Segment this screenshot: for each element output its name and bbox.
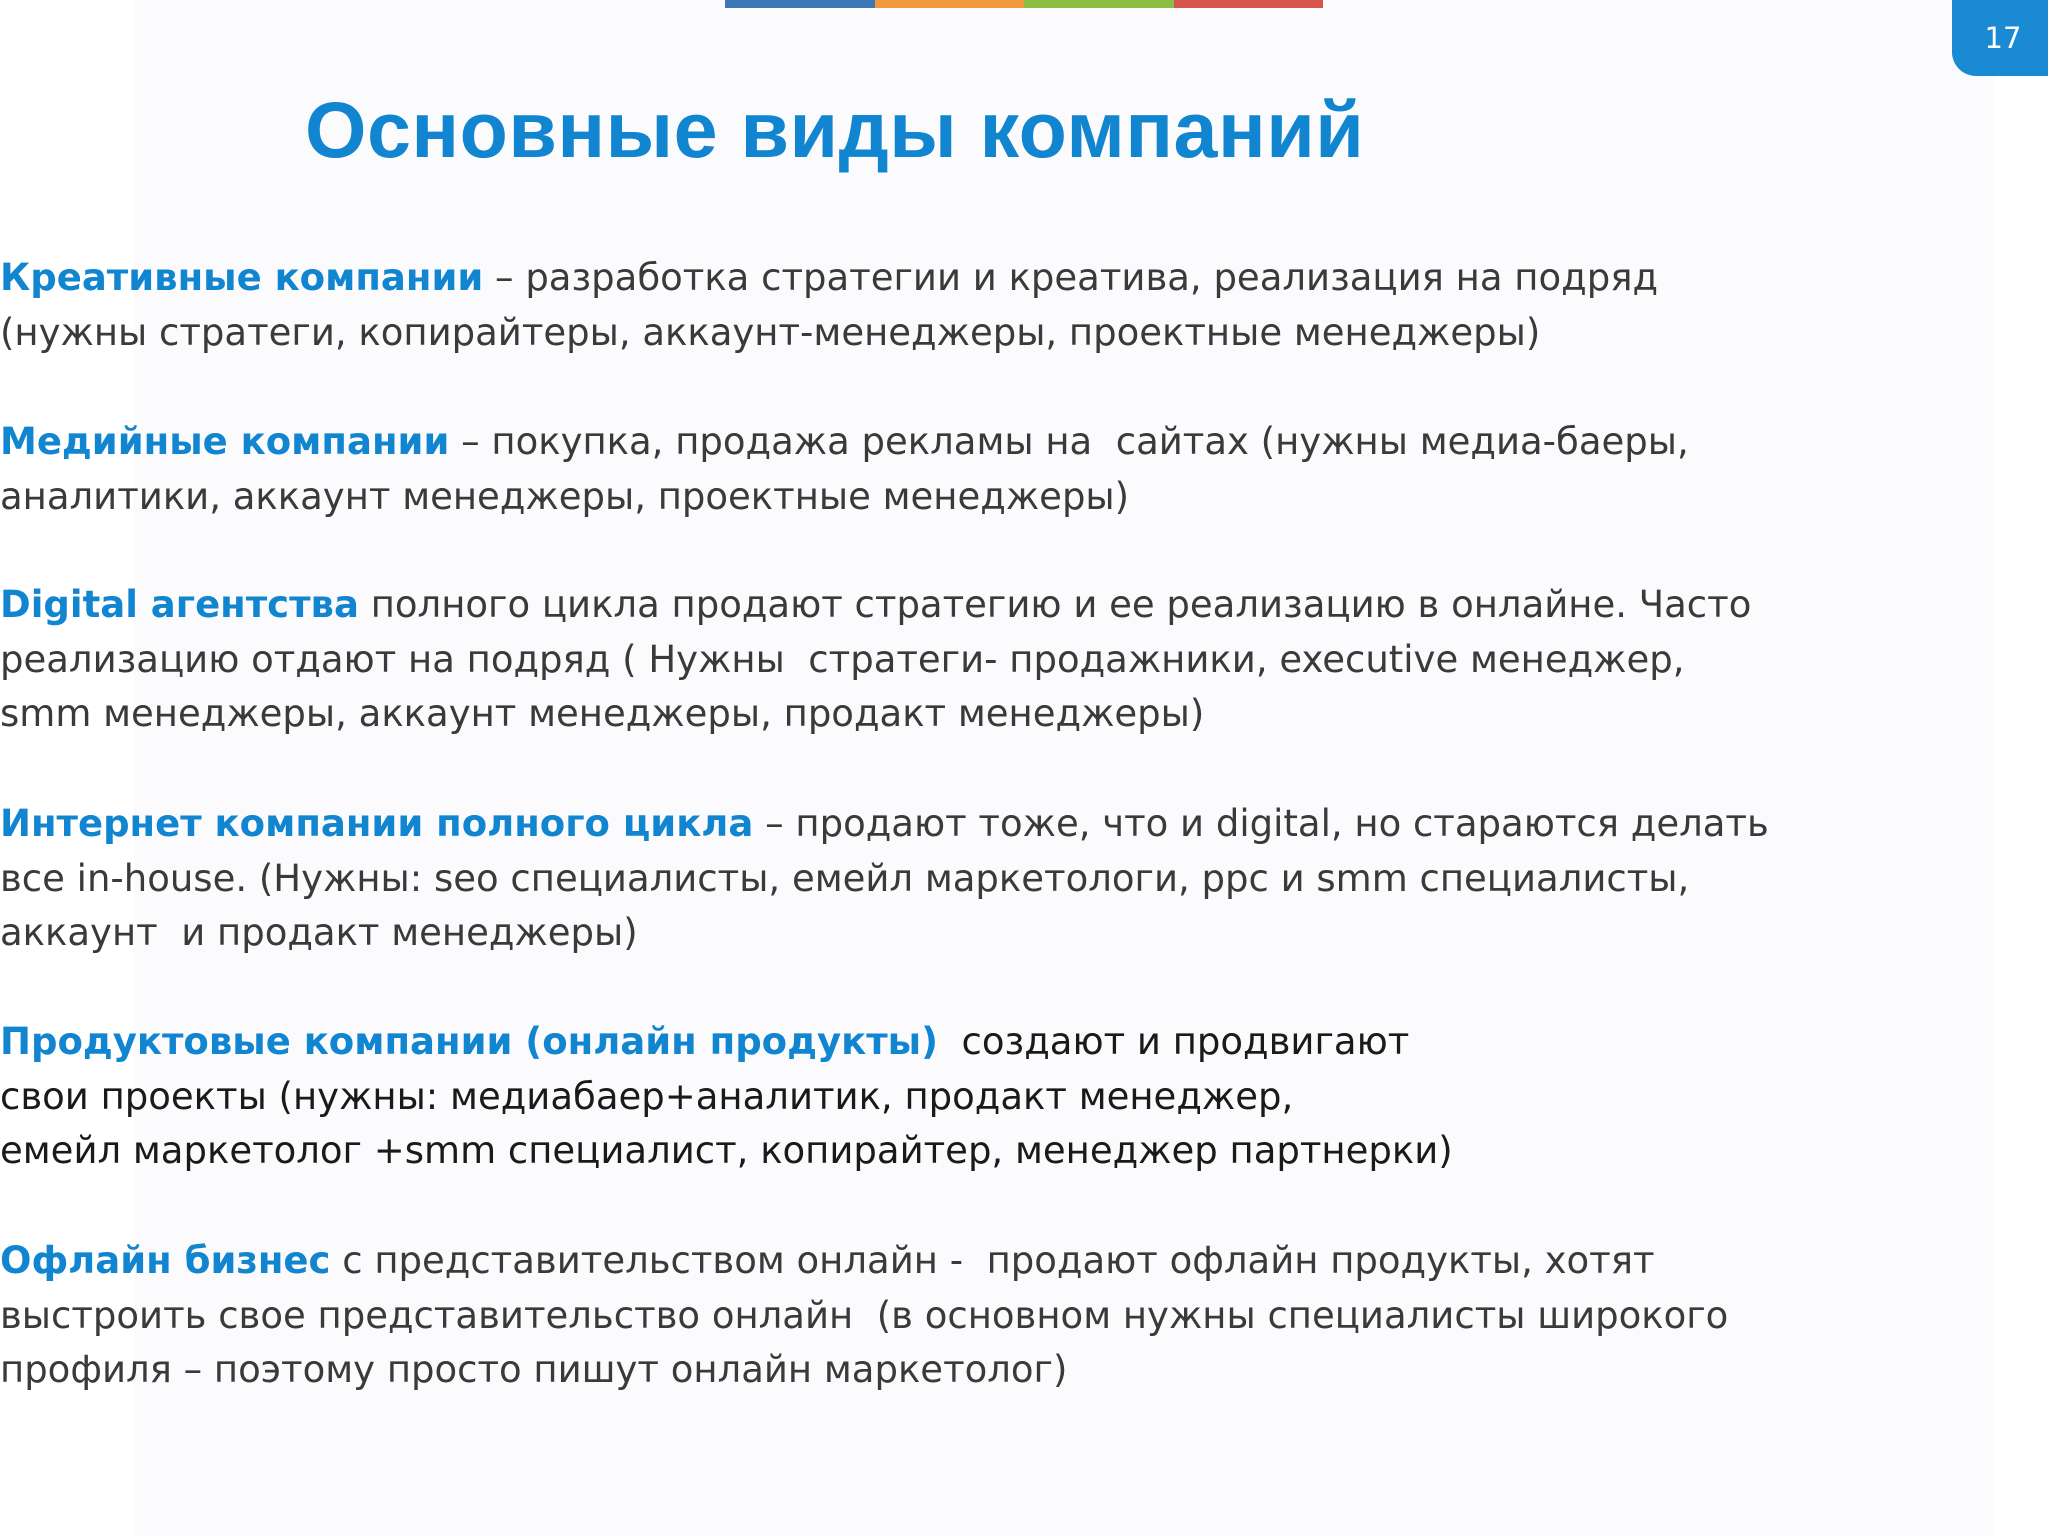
paragraph-line: профиля – поэтому просто пишут онлайн маркетолог): [0, 1348, 1068, 1391]
paragraph-line: – продают тоже, что и digital, но стараются делать: [753, 802, 1769, 845]
page-number-badge: [1952, 0, 2048, 76]
stripe-red: [1174, 0, 1324, 8]
paragraph-creative: [0, 251, 1658, 360]
paragraph-line: выстроить свое представительство онлайн (в основном нужны специалисты широкого: [0, 1293, 1729, 1337]
paragraph-line: – разработка стратегии и креатива, реализация на подряд: [483, 256, 1659, 299]
paragraph-digital: [0, 578, 1751, 742]
paragraph-line: полного цикла продают стратегию и ее реализацию в онлайне. Часто: [358, 583, 1752, 626]
paragraph-line: аналитики, аккаунт менеджеры, проектные менеджеры): [0, 474, 1130, 518]
page-number: 17: [1984, 21, 2022, 55]
paragraph-internet: [0, 797, 1769, 961]
paragraph-line: с представительством онлайн - продают офлайн продукты, хотят: [330, 1239, 1655, 1282]
stripe-orange: [875, 0, 1025, 8]
top-color-stripe: [725, 0, 1323, 8]
paragraph-offline: [0, 1234, 1728, 1398]
paragraph-line: smm менеджеры, аккаунт менеджеры, продакт менеджеры): [0, 692, 1205, 735]
paragraph-line: свои проекты (нужны: медиабаер+аналитик, продакт менеджер,: [0, 1074, 1294, 1118]
paragraph-line: – покупка, продажа рекламы на сайтах (нужны медиа-баеры,: [449, 420, 1689, 463]
paragraph-line: все in-house. (Нужны: seo специалисты, емейл маркетологи, ppc и smm специалисты,: [0, 856, 1690, 900]
paragraph-heading: Креативные компании: [0, 256, 484, 299]
paragraph-line: емейл маркетолог +smm специалист, копирайтер, менеджер партнерки): [0, 1129, 1453, 1172]
paragraph-heading: Офлайн бизнес: [0, 1239, 331, 1282]
paragraph-heading: Интернет компании полного цикла: [0, 802, 754, 845]
paragraph-line: создают и продвигают: [938, 1020, 1410, 1063]
stripe-green: [1024, 0, 1174, 8]
stripe-blue: [725, 0, 875, 8]
paragraph-line: (нужны стратеги, копирайтеры, аккаунт-менеджеры, проектные менеджеры): [0, 310, 1541, 354]
paragraph-line: аккаунт и продакт менеджеры): [0, 911, 638, 954]
paragraph-heading: Медийные компании: [0, 420, 450, 463]
paragraph-heading: Продуктовые компании (онлайн продукты): [0, 1020, 939, 1063]
paragraph-line: реализацию отдают на подряд ( Нужны стратеги- продажники, executive менеджер,: [0, 637, 1685, 681]
paragraph-media: [0, 415, 1689, 524]
slide-title: Основные виды компаний: [305, 85, 1365, 174]
paragraph-heading: Digital агентства: [0, 583, 359, 626]
paragraph-product: [0, 1015, 1453, 1179]
